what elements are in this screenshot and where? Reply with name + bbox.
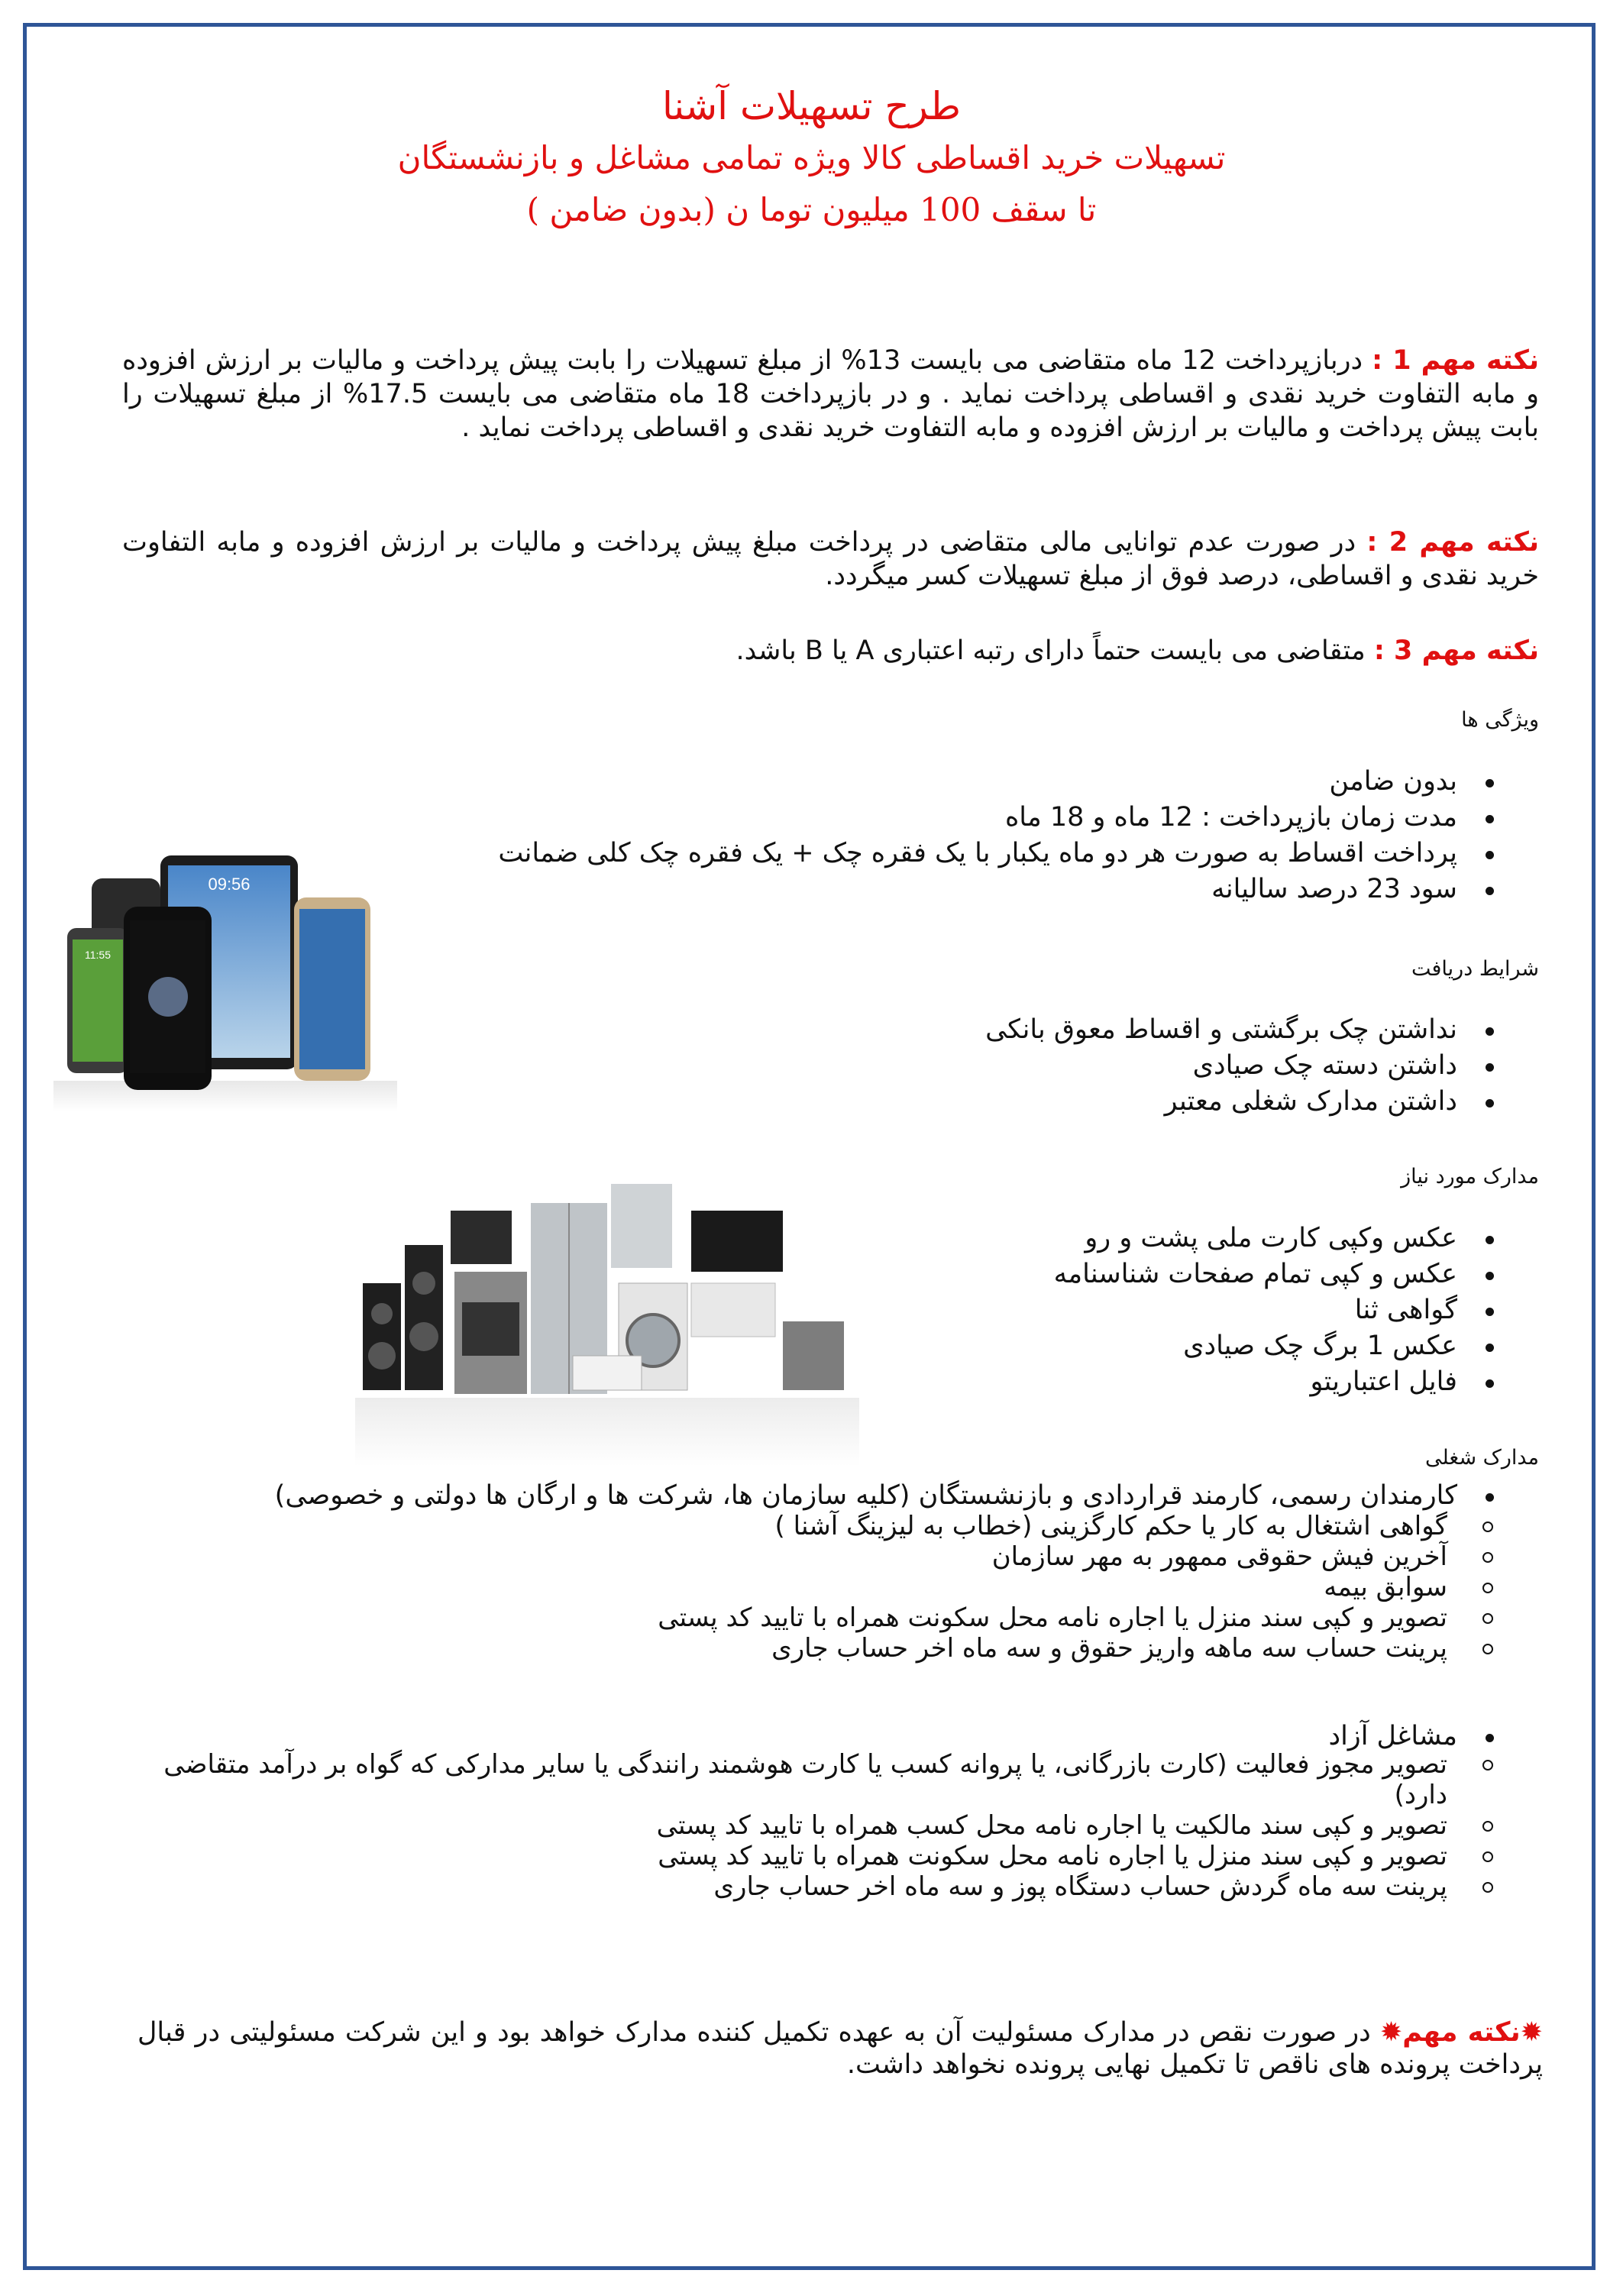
features-list xyxy=(498,764,1505,907)
job-docs-employees xyxy=(275,1478,1505,1514)
air-conditioner xyxy=(691,1283,775,1337)
star-icon: ✹ xyxy=(1379,2017,1403,2048)
sub-list-item: گواهی اشتغال به کار یا حکم کارگزینی (خطاب به لیزینگ آشنا ) xyxy=(206,1511,1505,1541)
list-item: مشاغل آزاد xyxy=(1328,1719,1505,1754)
sub-list-item: پرینت حساب سه ماهه واریز حقوق و سه ماه اخر حساب جاری xyxy=(206,1633,1505,1664)
list-item: عکس 1 برگ چک صیادی xyxy=(1054,1328,1505,1364)
sub-list-item: تصویر و کپی سند مالکیت یا اجاره نامه محل کسب همراه با تایید کد پستی xyxy=(107,1810,1505,1841)
star-icon: ✹ xyxy=(1520,2017,1543,2048)
sub-list-item: تصویر و کپی سند منزل یا اجاره نامه محل سکونت همراه با تایید کد پستی xyxy=(206,1602,1505,1633)
list-item: داشتن دسته چک صیادی xyxy=(985,1048,1505,1084)
page-title: طرح تسهیلات آشنا xyxy=(661,84,962,128)
conditions-list xyxy=(985,1012,1505,1120)
note-label: نکته مهم 2 : xyxy=(1366,527,1539,558)
appliances-image xyxy=(355,1169,859,1467)
tablet-clock: 09:56 xyxy=(208,875,251,894)
note-2 xyxy=(122,525,1539,593)
features-heading: ویژگی ها xyxy=(1461,708,1539,732)
note-label: نکته مهم 1 : xyxy=(1372,345,1539,376)
sub-list-item: تصویر و کپی سند منزل یا اجاره نامه محل سکونت همراه با تایید کد پستی xyxy=(107,1841,1505,1871)
note-text: در صورت نقص در مدارک مسئولیت آن به عهده تکمیل کننده مدارک خواهد بود و این شرکت مسئولیتی در قبال پرداخت پرونده های ناقص تا تکمیل نهایی پرونده نخواهد داشت. xyxy=(137,2017,1543,2080)
list-item: عکس و کپی تمام صفحات شناسنامه xyxy=(1054,1256,1505,1292)
page-limit: تا سقف 100 میلیون توما ن (بدون ضامن ) xyxy=(526,191,1097,228)
documents-heading: مدارک مورد نیاز xyxy=(1401,1165,1539,1188)
note-text: درباز‌پرداخت 12 ماه متقاضی می بایست 13% از مبلغ تسهیلات را بابت پیش پرداخت و مالیات بر ارزش افزوده و مابه التفاوت خرید نقدی و اقساطی پرداخت نماید . و در بازپرداخت 18 ماه متقاضی می بایست 17.5% از مبلغ تسهیلات را بابت پیش پرداخت و مالیات بر ارزش افزوده و مابه التفاوت خرید نقدی و اقساطی پرداخت نماید . xyxy=(122,345,1539,443)
list-item: پرداخت اقساط به صورت هر دو ماه یکبار با یک فقره چک + یک فقره چک کلی ضمانت xyxy=(498,836,1505,872)
speaker xyxy=(363,1283,401,1390)
page-subtitle: تسهیلات خرید اقساطی کالا ویژه تمامی مشاغل و بازنشستگان xyxy=(397,139,1226,176)
list-item: گواهی ثنا xyxy=(1054,1292,1505,1328)
note-1 xyxy=(122,344,1539,445)
note-text: در صورت عدم توانایی مالی متقاضی در پرداخت مبلغ پیش پرداخت و مالیات بر ارزش افزوده و مابه التفاوت خرید نقدی و اقساطی، درصد فوق از مبلغ تسهیلات کسر میگردد. xyxy=(122,527,1539,591)
list-item: داشتن مدارک شغلی معتبر xyxy=(985,1084,1505,1120)
list-item: نداشتن چک برگشتی و اقساط معوق بانکی xyxy=(985,1012,1505,1048)
employees-sublist xyxy=(206,1511,1505,1664)
final-note xyxy=(137,2016,1543,2081)
sub-list-item: سوابق بیمه xyxy=(206,1572,1505,1602)
phone-clock: 11:55 xyxy=(85,949,111,961)
job-docs-heading: مدارک شغلی xyxy=(1424,1446,1539,1470)
note-3 xyxy=(122,634,1539,668)
note-label: نکته مهم 3 : xyxy=(1373,635,1539,666)
freelance-sublist xyxy=(107,1749,1505,1902)
phones-image xyxy=(53,852,397,1111)
speaker xyxy=(405,1245,443,1390)
tv xyxy=(691,1211,783,1272)
list-item: عکس وکپی کارت ملی پشت و رو xyxy=(1054,1221,1505,1256)
list-item: سود 23 درصد سالیانه xyxy=(498,872,1505,907)
sub-list-item: تصویر مجوز فعالیت (کارت بازرگانی، یا پروانه کسب یا کارت هوشمند رانندگی یا سایر مدارکی که گواه بر درآمد متقاضی دارد) xyxy=(107,1749,1505,1810)
laptop xyxy=(783,1321,844,1390)
list-item: فایل اعتباریتو xyxy=(1054,1364,1505,1400)
sub-list-item: آخرین فیش حقوقی ممهور به مهر سازمان xyxy=(206,1541,1505,1572)
fridge-small xyxy=(611,1184,672,1268)
list-item: بدون ضامن xyxy=(498,764,1505,800)
documents-list xyxy=(1054,1221,1505,1400)
printer xyxy=(573,1356,642,1390)
list-item: مدت زمان بازپرداخت : 12 ماه و 18 ماه xyxy=(498,800,1505,836)
microwave xyxy=(451,1211,512,1264)
sub-list-item: پرینت سه ماه گردش حساب دستگاه پوز و سه ماه اخر حساب جاری xyxy=(107,1871,1505,1902)
note-label: نکته مهم xyxy=(1402,2017,1521,2048)
conditions-heading: شرایط دریافت xyxy=(1411,957,1539,981)
list-item: کارمندان رسمی، کارمند قراردادی و بازنشستگان (کلیه سازمان ها، شرکت ها و ارگان ها دولتی و خصوصی) xyxy=(275,1478,1505,1514)
note-text: متقاضی می بایست حتماً دارای رتبه اعتباری A یا B باشد. xyxy=(736,635,1366,666)
